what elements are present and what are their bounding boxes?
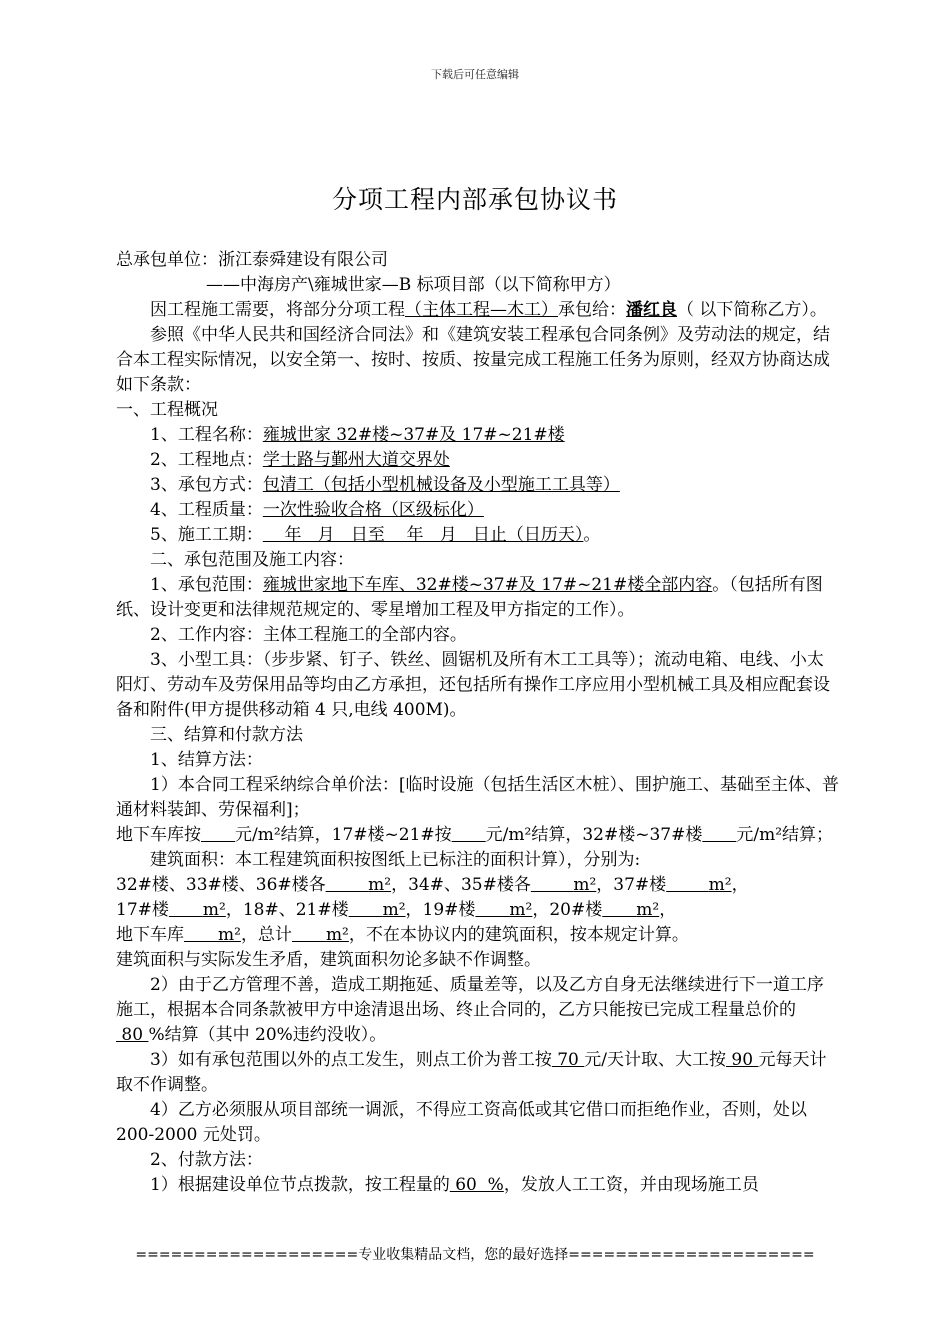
p3-c: 元每天计取不作调整。 — [116, 1050, 827, 1095]
m2-unit: m² — [202, 900, 226, 920]
area1-b: ，34#、35#楼各 — [391, 875, 531, 895]
intro-text-2: 承包给： — [558, 300, 626, 320]
s3-method-2-heading: 2、付款方法： — [150, 1150, 263, 1170]
s3-area-line-1 — [116, 873, 840, 898]
intro-text-3: （ 以下简称乙方）。 — [677, 300, 827, 320]
p2-a: 2）由于乙方管理不善，造成工期拖延、质量差等，以及乙方自身无法继续进行下一道工序施工，根据本合同条款被甲方中途清退出场、终止合同的，乙方只能按已完成工程量总价的 — [116, 975, 824, 1020]
s1-item-2-value: 学士路与鄞州大道交界处 — [262, 450, 450, 470]
s3-para-2 — [116, 973, 840, 1048]
p5-b: ，发放人工工资，并由现场施工员 — [503, 1175, 759, 1195]
area1-c: ，37#楼 — [596, 875, 667, 895]
area3-unit-1 — [184, 925, 241, 945]
section-1-heading: 一、工程概况 — [116, 400, 218, 420]
s2-item-1 — [116, 573, 840, 623]
s1-item-1-label: 1、工程名称： — [150, 425, 263, 445]
s1-item-3-value: 包清工（包括小型机械设备及小型施工工具等） — [262, 475, 620, 495]
s1-item-3 — [116, 473, 840, 498]
intro-text-1: 因工程施工需要，将部分分项工程 — [150, 300, 405, 320]
party-a-dept: ——中海房产\雍城世家—B 标项目部（以下简称甲方） — [206, 275, 621, 295]
s3-para-5 — [116, 1173, 840, 1198]
s3-para-1: 1）本合同工程采纳综合单价法：[临时设施（包括生活区木桩）、围护施工、基础至主体、普通材料装卸、劳保福利]； — [116, 775, 839, 820]
p5-pct: 60 % — [449, 1175, 504, 1195]
basis-paragraph: 参照《中华人民共和国经济合同法》和《建筑安装工程承包合同条例》及劳动法的规定，结合本工程实际情况，以安全第一、按时、按质、按量完成工程施工任务为原则，经双方协商达成如下条款： — [116, 325, 830, 395]
s2-item-3: 3、小型工具：（步步紧、钉子、铁丝、圆锯机及所有木工工具等）；流动电箱、电线、小太阳灯、劳动车及劳保用品等均由乙方承担，还包括所有操作工序应用小型机械工具及相应配套设备和附件(甲方提供移动箱 4 只,电线 400M)。 — [116, 650, 830, 720]
p5-a: 1）根据建设单位节点拨款，按工程量的 — [150, 1175, 450, 1195]
area2-d: ，20#楼 — [532, 900, 603, 920]
area1-unit-1 — [326, 875, 391, 895]
area1-a: 32#楼、33#楼、36#楼各 — [116, 875, 326, 895]
rate-text-c: 元/m²结算，32#楼~37#楼 — [485, 825, 703, 845]
s1-item-4 — [116, 498, 840, 523]
s3-para-3 — [116, 1048, 840, 1098]
m2-unit: m² — [218, 925, 241, 945]
intro-scope: （主体工程—木工） — [405, 300, 558, 320]
s3-area-line-2 — [116, 898, 840, 923]
area2-unit-3 — [475, 900, 532, 920]
section-2-heading: 二、承包范围及施工内容： — [150, 550, 354, 570]
p3-v1: 70 — [551, 1050, 585, 1070]
section-3-heading: 三、结算和付款方法 — [150, 725, 303, 745]
intro-paragraph — [116, 298, 840, 323]
m2-unit: m² — [636, 900, 660, 920]
contractor-name: 潘红良 — [626, 300, 677, 320]
area1-unit-3 — [666, 875, 731, 895]
rate-text-d: 元/m²结算； — [736, 825, 834, 845]
rate-text-b: 元/m²结算，17#楼~21#按 — [235, 825, 452, 845]
s1-item-2-label: 2、工程地点： — [150, 450, 263, 470]
rate-text-a: 地下车库按 — [116, 825, 201, 845]
rate-blank-3 — [702, 825, 736, 845]
area1-d: ， — [731, 875, 749, 895]
s2-item-1-value: 雍城世家地下车库、32#楼~37#及 17#~21#楼全部内容 — [262, 575, 713, 595]
s1-item-4-value: 一次性验收合格（区级标化） — [262, 500, 484, 520]
s1-item-5 — [116, 523, 840, 548]
area2-unit-2 — [349, 900, 406, 920]
party-a-label: 总承包单位： — [116, 250, 218, 270]
s2-item-1-rest: 。（包括所有图纸、设计变更和法律规范规定的、零星增加工程及甲方指定的工作）。 — [116, 575, 823, 620]
s3-rates-line — [116, 823, 840, 848]
s1-item-1 — [116, 423, 840, 448]
p3-b: 元/天计取、大工按 — [584, 1050, 727, 1070]
s3-method-1-heading: 1、结算方法： — [150, 750, 263, 770]
p3-v2: 90 — [726, 1050, 759, 1070]
area3-b: ，总计 — [240, 925, 292, 945]
area2-e: ， — [659, 900, 677, 920]
s1-item-2 — [116, 448, 840, 473]
p2-pct: 80 — [116, 1025, 149, 1045]
s3-para-4: 4）乙方必须服从项目部统一调派，不得应工资高低或其它借口而拒绝作业，否则，处以 200-2000 元处罚。 — [116, 1100, 807, 1145]
m2-unit: m² — [382, 900, 406, 920]
area2-c: ，19#楼 — [405, 900, 476, 920]
area1-unit-2 — [531, 875, 596, 895]
m2-unit: m² — [509, 900, 533, 920]
s2-item-1-label: 1、承包范围： — [150, 575, 263, 595]
rate-blank-1 — [201, 825, 235, 845]
s1-item-5-value: 年 月 日至 年 月 日止（日历天） — [262, 525, 584, 545]
s1-item-1-value: 雍城世家 32#楼~37#及 17#~21#楼 — [262, 425, 565, 445]
p3-a: 3）如有承包范围以外的点工发生，则点工价为普工按 — [150, 1050, 552, 1070]
s2-item-2: 2、工作内容：主体工程施工的全部内容。 — [150, 625, 467, 645]
area3-a: 地下车库 — [116, 925, 184, 945]
document-body — [116, 248, 840, 1198]
area3-unit-2 — [292, 925, 349, 945]
s3-area-note: 建筑面积与实际发生矛盾，建筑面积勿论多缺不作调整。 — [116, 950, 541, 970]
p2-b: %结算（其中 20%违约没收）。 — [148, 1025, 387, 1045]
area3-c: ，不在本协议内的建筑面积，按本规定计算。 — [348, 925, 689, 945]
m2-unit: m² — [368, 875, 392, 895]
area2-b: ，18#、21#楼 — [225, 900, 349, 920]
area2-unit-4 — [602, 900, 659, 920]
area2-unit-1 — [169, 900, 226, 920]
s1-item-5-end: 。 — [583, 525, 601, 545]
s3-area-intro: 建筑面积：本工程建筑面积按图纸上已标注的面积计算），分别为: — [150, 850, 641, 870]
footer-banner: ===================专业收集精品文档，您的最好选择===================== — [135, 1247, 815, 1263]
m2-unit: m² — [325, 925, 349, 945]
m2-unit: m² — [708, 875, 732, 895]
area2-a: 17#楼 — [116, 900, 169, 920]
s3-area-line-3 — [116, 923, 840, 948]
document-title: 分项工程内部承包协议书 — [331, 185, 618, 214]
party-a-name: 浙江泰舜建设有限公司 — [218, 250, 388, 270]
rate-blank-2 — [452, 825, 486, 845]
s1-item-5-label: 5、施工工期： — [150, 525, 263, 545]
m2-unit: m² — [573, 875, 597, 895]
header-note: 下载后可任意编辑 — [431, 68, 519, 81]
s1-item-4-label: 4、工程质量： — [150, 500, 263, 520]
party-a-line — [116, 248, 840, 273]
s1-item-3-label: 3、承包方式： — [150, 475, 263, 495]
